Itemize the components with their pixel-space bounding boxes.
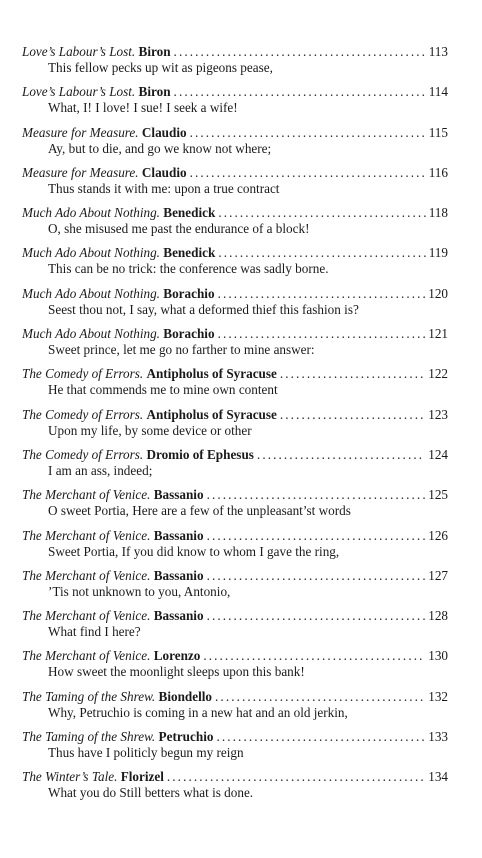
character-name: Claudio — [141, 124, 187, 140]
first-line: Sweet prince, let me go no farther to mine answer: — [48, 342, 315, 358]
entry-heading — [22, 729, 448, 745]
character-name: Petruchio — [158, 729, 214, 745]
first-line: Seest thou not, I say, what a deformed thief this fashion is? — [48, 301, 359, 317]
entry-heading — [22, 528, 448, 544]
dot-leader — [216, 729, 425, 745]
character-name: Antipholus of Syracuse — [146, 406, 277, 422]
dot-leader — [280, 407, 425, 423]
contents-entry — [22, 608, 448, 648]
play-title: The Merchant of Venice. — [22, 648, 151, 664]
dot-leader — [215, 689, 425, 705]
page-number: 132 — [428, 688, 448, 704]
entry-heading — [22, 286, 448, 302]
contents-entry — [22, 729, 448, 769]
dot-leader — [203, 648, 425, 664]
page-number: 113 — [428, 44, 448, 59]
entry-heading — [22, 648, 448, 664]
entry-heading — [22, 689, 448, 705]
entry-heading — [22, 125, 448, 141]
first-line: This can be no trick: the conference was sadly borne. — [48, 261, 329, 277]
page-number: 134 — [428, 769, 448, 785]
dot-leader — [174, 84, 426, 100]
character-name: Florizel — [120, 769, 164, 785]
dot-leader — [174, 44, 426, 60]
play-title: Love’s Labour’s Lost. — [22, 84, 136, 100]
dot-leader — [190, 165, 426, 181]
character-name: Bassanio — [153, 567, 204, 583]
entry-heading — [22, 608, 448, 624]
contents-entry — [22, 447, 448, 487]
play-title: Much Ado About Nothing. — [22, 326, 160, 342]
play-title: The Comedy of Errors. — [22, 406, 144, 422]
contents-entry — [22, 84, 448, 124]
play-title: The Merchant of Venice. — [22, 487, 151, 503]
page-number: 125 — [428, 487, 448, 503]
page-number: 133 — [428, 729, 448, 745]
play-title: Much Ado About Nothing. — [22, 285, 160, 301]
first-line: Why, Petruchio is coming in a new hat and an old jerkin, — [48, 704, 348, 720]
page-number: 130 — [428, 648, 448, 664]
character-name: Borachio — [163, 326, 215, 342]
entry-heading — [22, 447, 448, 463]
character-name: Antipholus of Syracuse — [146, 366, 277, 382]
contents-entry — [22, 366, 448, 406]
dot-leader — [207, 608, 426, 624]
character-name: Lorenzo — [153, 648, 201, 664]
character-name: Bassanio — [153, 608, 204, 624]
dot-leader — [280, 366, 425, 382]
first-line: ’Tis not unknown to you, Antonio, — [48, 583, 231, 599]
page-number: 118 — [428, 205, 448, 221]
entry-heading — [22, 205, 448, 221]
play-title: Much Ado About Nothing. — [22, 205, 160, 221]
entry-heading — [22, 44, 448, 60]
page-number: 126 — [428, 527, 448, 543]
character-name: Borachio — [163, 285, 215, 301]
character-name: Biondello — [158, 688, 213, 704]
page-number: 128 — [428, 608, 448, 624]
first-line: What, I! I love! I sue! I seek a wife! — [48, 100, 238, 116]
dot-leader — [207, 528, 426, 544]
page-number: 115 — [428, 124, 448, 140]
first-line: Thus stands it with me: upon a true contract — [48, 180, 280, 196]
first-line: I am an ass, indeed; — [48, 462, 153, 478]
page-number: 114 — [428, 84, 448, 100]
first-line: Thus have I politicly begun my reign — [48, 745, 244, 761]
character-name: Bassanio — [153, 527, 204, 543]
first-line: Sweet Portia, If you did know to whom I gave the ring, — [48, 543, 340, 559]
first-line: What you do Still betters what is done. — [48, 785, 254, 801]
first-line: What find I here? — [48, 624, 141, 640]
contents-entry — [22, 326, 448, 366]
play-title: Love’s Labour’s Lost. — [22, 44, 136, 59]
character-name: Biron — [138, 44, 171, 59]
first-line: Upon my life, by some device or other — [48, 422, 252, 438]
entry-heading — [22, 165, 448, 181]
contents-entry — [22, 44, 448, 84]
dot-leader — [218, 326, 426, 342]
dot-leader — [218, 205, 425, 221]
entry-heading — [22, 568, 448, 584]
character-name: Biron — [138, 84, 171, 100]
dot-leader — [218, 245, 425, 261]
first-line: O sweet Portia, Here are a few of the unpleasant’st words — [48, 503, 351, 519]
play-title: The Winter’s Tale. — [22, 769, 118, 785]
contents-list — [22, 44, 448, 810]
contents-entry — [22, 487, 448, 527]
play-title: The Merchant of Venice. — [22, 608, 151, 624]
contents-entry — [22, 165, 448, 205]
contents-entry — [22, 769, 448, 809]
character-name: Benedick — [163, 245, 216, 261]
play-title: Measure for Measure. — [22, 124, 139, 140]
dot-leader — [207, 487, 426, 503]
contents-entry — [22, 528, 448, 568]
play-title: The Merchant of Venice. — [22, 527, 151, 543]
play-title: Measure for Measure. — [22, 164, 139, 180]
entry-heading — [22, 84, 448, 100]
entry-heading — [22, 245, 448, 261]
first-line: He that commends me to mine own content — [48, 382, 278, 398]
dot-leader — [167, 769, 425, 785]
play-title: Much Ado About Nothing. — [22, 245, 160, 261]
character-name: Bassanio — [153, 487, 204, 503]
entry-heading — [22, 487, 448, 503]
page-number: 120 — [428, 285, 448, 301]
character-name: Claudio — [141, 164, 187, 180]
play-title: The Taming of the Shrew. — [22, 688, 156, 704]
page-number: 124 — [428, 446, 448, 462]
play-title: The Taming of the Shrew. — [22, 729, 156, 745]
entry-heading — [22, 407, 448, 423]
first-line: How sweet the moonlight sleeps upon this bank! — [48, 664, 305, 680]
contents-entry — [22, 205, 448, 245]
contents-entry — [22, 689, 448, 729]
first-line: This fellow pecks up wit as pigeons pease, — [48, 60, 273, 75]
contents-entry — [22, 568, 448, 608]
entry-heading — [22, 326, 448, 342]
page-number: 119 — [428, 245, 448, 261]
page-number: 123 — [428, 406, 448, 422]
contents-entry — [22, 125, 448, 165]
first-line: Ay, but to die, and go we know not where; — [48, 140, 272, 156]
entry-heading — [22, 769, 448, 785]
dot-leader — [207, 568, 426, 584]
page-number: 127 — [428, 567, 448, 583]
character-name: Benedick — [163, 205, 216, 221]
entry-heading — [22, 366, 448, 382]
page-number: 116 — [428, 164, 448, 180]
first-line: O, she misused me past the endurance of a block! — [48, 221, 310, 237]
character-name: Dromio of Ephesus — [146, 446, 254, 462]
contents-entry — [22, 245, 448, 285]
contents-entry — [22, 407, 448, 447]
play-title: The Comedy of Errors. — [22, 446, 144, 462]
contents-entry — [22, 286, 448, 326]
play-title: The Merchant of Venice. — [22, 567, 151, 583]
dot-leader — [257, 447, 425, 463]
dot-leader — [218, 286, 426, 302]
dot-leader — [190, 125, 426, 141]
play-title: The Comedy of Errors. — [22, 366, 144, 382]
page-number: 122 — [428, 366, 448, 382]
page-number: 121 — [428, 326, 448, 342]
contents-entry — [22, 648, 448, 688]
